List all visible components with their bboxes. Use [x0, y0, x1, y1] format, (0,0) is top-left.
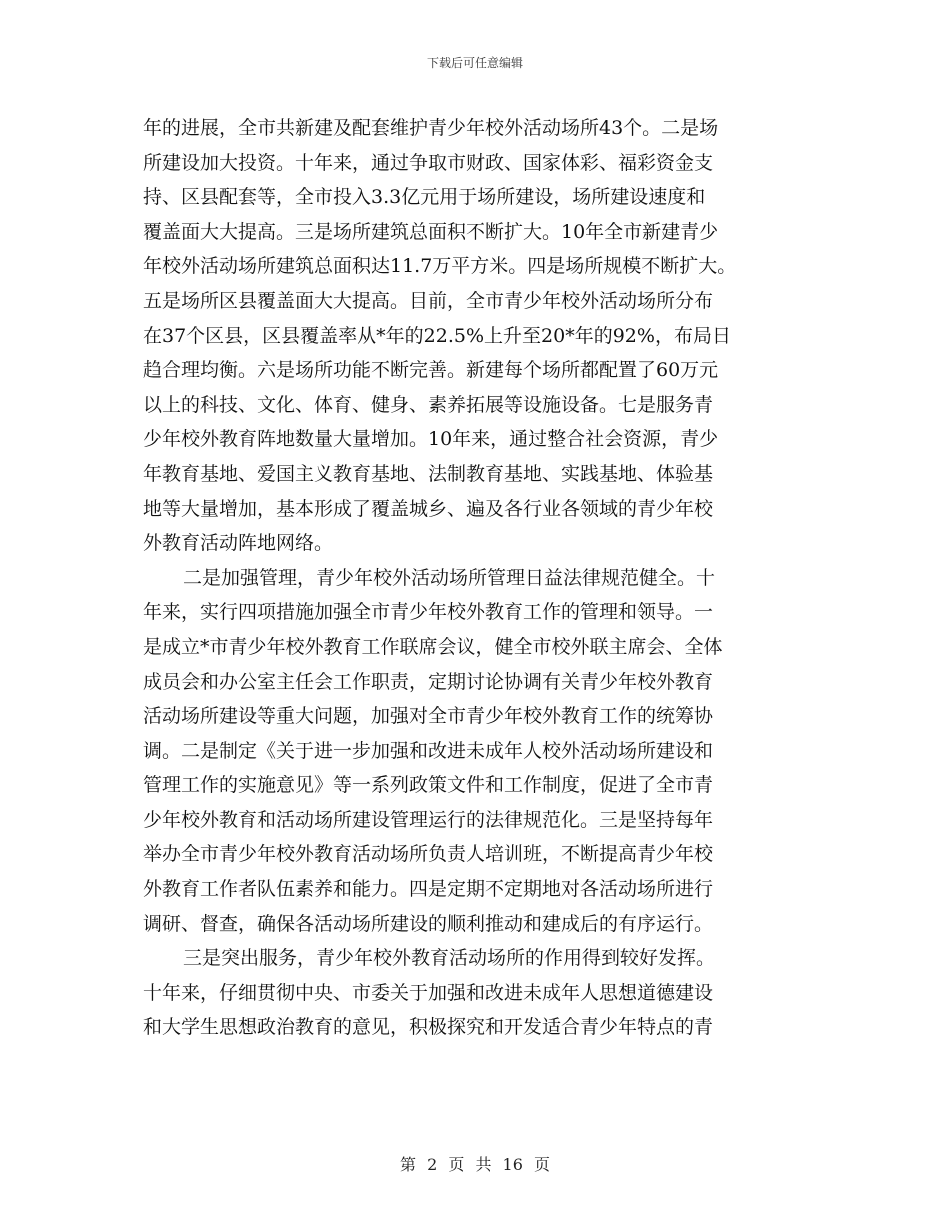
text-line: 年教育基地、爱国主义教育基地、法制教育基地、实践基地、体验基 — [143, 462, 714, 485]
text-line: 年校外活动场所建筑总面积达11.7万平方米。四是场所规模不断扩大。 — [143, 255, 737, 278]
text-line: 少年校外教育阵地数量大量增加。10年来，通过整合社会资源，青少 — [143, 428, 719, 451]
text-line: 调研、督查，确保各活动场所建设的顺利推动和建成后的有序运行。 — [143, 912, 714, 935]
text-line: 持、区县配套等，全市投入3.3亿元用于场所建设，场所建设速度和 — [143, 186, 706, 209]
text-line: 地等大量增加，基本形成了覆盖城乡、遍及各行业各领域的青少年校 — [143, 497, 714, 520]
text-line: 年的进展，全市共新建及配套维护青少年校外活动场所43个。二是场 — [143, 117, 719, 139]
text-line: 调。二是制定《关于进一步加强和改进未成年人校外活动场所建设和 — [143, 739, 714, 762]
text-line: 外教育工作者队伍素养和能力。四是定期不定期地对各活动场所进行 — [143, 878, 714, 901]
page-header: 下载后可任意编辑 — [426, 56, 523, 70]
text-line: 管理工作的实施意见》等一系列政策文件和工作制度，促进了全市青 — [143, 774, 714, 797]
text-line: 活动场所建设等重大问题，加强对全市青少年校外教育工作的统筹协 — [143, 705, 714, 728]
text-line: 十年来，仔细贯彻中央、市委关于加强和改进未成年人思想道德建设 — [143, 981, 714, 1004]
paragraph-start-line: 二是加强管理，青少年校外活动场所管理日益法律规范健全。十 — [183, 566, 716, 589]
text-line: 成员会和办公室主任会工作职责，定期讨论协调有关青少年校外教育 — [143, 670, 714, 693]
text-line: 是成立*市青少年校外教育工作联席会议，健全市校外联主席会、全体 — [143, 635, 723, 658]
text-line: 趋合理均衡。六是场所功能不断完善。新建每个场所都配置了60万元 — [143, 359, 719, 382]
text-line: 覆盖面大大提高。三是场所建筑总面积不断扩大。10年全市新建青少 — [143, 220, 719, 243]
text-line: 在37个区县，区县覆盖率从*年的22.5%上升至20*年的92%，布局日 — [143, 324, 731, 347]
document-body — [143, 111, 813, 1045]
text-line: 五是场所区县覆盖面大大提高。目前，全市青少年校外活动场所分布 — [143, 289, 714, 312]
paragraph-start-line: 三是突出服务，青少年校外教育活动场所的作用得到较好发挥。 — [183, 947, 716, 970]
text-line: 以上的科技、文化、体育、健身、素养拓展等设施设备。七是服务青 — [143, 393, 714, 416]
text-line: 外教育活动阵地网络。 — [143, 532, 334, 555]
text-line: 举办全市青少年校外教育活动场所负责人培训班，不断提高青少年校 — [143, 843, 714, 866]
text-line: 和大学生思想政治教育的意见，积极探究和开发适合青少年特点的青 — [143, 1016, 714, 1039]
text-line: 年来，实行四项措施加强全市青少年校外教育工作的管理和领导。一 — [143, 601, 714, 624]
page-number-footer: 第 2 页 共 16 页 — [400, 1155, 550, 1174]
text-line: 所建设加大投资。十年来，通过争取市财政、国家体彩、福彩资金支 — [143, 151, 714, 174]
text-line: 少年校外教育和活动场所建设管理运行的法律规范化。三是坚持每年 — [143, 808, 714, 831]
